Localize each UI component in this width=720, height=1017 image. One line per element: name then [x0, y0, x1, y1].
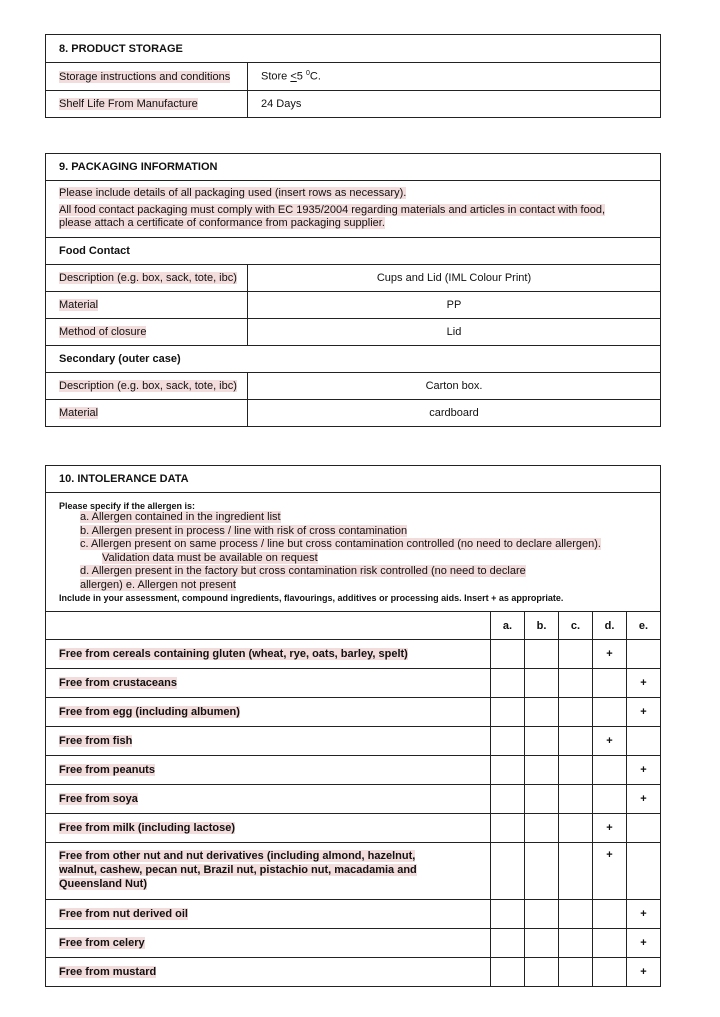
sec-description-value: Carton box.: [248, 373, 661, 400]
fc-description-label: Description (e.g. box, sack, tote, ibc): [59, 272, 237, 284]
allergen-label-cell: [46, 640, 491, 669]
allergen-label-cell: [46, 698, 491, 727]
mark-cell-e: +: [627, 698, 661, 727]
option-c: c. Allergen present on same process / line but cross contamination controlled (no need to declare allergen).: [80, 538, 601, 550]
mark-cell-c: [559, 785, 593, 814]
allergen-label: Free from peanuts: [59, 764, 155, 776]
mark-cell-b: [525, 785, 559, 814]
mark-cell-a: [491, 756, 525, 785]
option-d: d. Allergen present in the factory but cross contamination risk controlled (no need to declare: [80, 565, 526, 577]
mark-cell-a: [491, 640, 525, 669]
mark-cell-e: +: [627, 900, 661, 929]
table-row: [46, 756, 661, 785]
intolerance-table: [45, 465, 661, 987]
mark-cell-c: [559, 756, 593, 785]
option-b: b. Allergen present in process / line with risk of cross contamination: [80, 524, 408, 537]
mark-cell-e: +: [627, 958, 661, 987]
fc-closure-value: Lid: [248, 319, 661, 346]
mark-cell-d: [593, 929, 627, 958]
table-row: [46, 900, 661, 929]
product-storage-table: [45, 34, 661, 118]
mark-cell-e: +: [627, 756, 661, 785]
allergen-label-cell: [46, 785, 491, 814]
mark-cell-e: [627, 727, 661, 756]
mark-cell-e: [627, 843, 661, 900]
mark-cell-c: [559, 727, 593, 756]
storage-label-cell: [46, 63, 248, 91]
section-title: [46, 466, 661, 493]
allergen-rows: [46, 640, 661, 987]
mark-cell-c: [559, 640, 593, 669]
mark-cell-b: [525, 929, 559, 958]
allergen-label: Free from cereals containing gluten (wheat, rye, oats, barley, spelt): [59, 648, 408, 660]
storage-value-suffix: C.: [309, 70, 321, 83]
allergen-label-cell: [46, 814, 491, 843]
table-row: [46, 727, 661, 756]
storage-value-le: <: [290, 70, 297, 83]
packaging-table: [45, 153, 661, 427]
mark-cell-c: [559, 958, 593, 987]
fc-material-value: PP: [248, 292, 661, 319]
section-title: [46, 35, 661, 63]
mark-cell-a: [491, 843, 525, 900]
mark-cell-d: +: [593, 727, 627, 756]
fc-closure-label-cell: [46, 319, 248, 346]
packaging-title: 9. PACKAGING INFORMATION: [59, 161, 218, 173]
mark-cell-a: [491, 900, 525, 929]
storage-instructions-label: Storage instructions and conditions: [59, 70, 231, 83]
mark-cell-a: [491, 727, 525, 756]
storage-value-prefix: Store: [261, 70, 291, 83]
table-row: [46, 814, 661, 843]
allergen-label: Free from crustaceans: [59, 677, 177, 689]
table-row: [46, 669, 661, 698]
storage-value-sup: 0: [305, 70, 310, 78]
option-c-continued: Validation data must be available on request: [102, 551, 318, 564]
allergen-label-cell: [46, 669, 491, 698]
mark-cell-d: [593, 698, 627, 727]
fc-closure-label: Method of closure: [59, 326, 147, 338]
mark-cell-e: [627, 814, 661, 843]
option-a: a. Allergen contained in the ingredient list: [80, 511, 281, 523]
shelf-life-label: Shelf Life From Manufacture: [59, 98, 198, 110]
allergen-label: Free from soya: [59, 793, 138, 805]
mark-cell-c: [559, 814, 593, 843]
mark-cell-d: [593, 756, 627, 785]
allergen-label: Free from fish: [59, 735, 133, 747]
mark-cell-c: [559, 900, 593, 929]
mark-cell-e: +: [627, 785, 661, 814]
allergen-label: Free from milk (including lactose): [59, 822, 236, 834]
column-header-row: [46, 612, 661, 640]
mark-cell-e: +: [627, 929, 661, 958]
mark-cell-d: [593, 958, 627, 987]
mark-cell-e: +: [627, 669, 661, 698]
specify-text: Please specify if the allergen is:: [59, 501, 196, 511]
allergen-label-cell: [46, 900, 491, 929]
intolerance-title: 10. INTOLERANCE DATA: [59, 473, 189, 485]
secondary-heading: [46, 346, 661, 373]
mark-cell-d: [593, 900, 627, 929]
shelf-life-value: 24 Days: [248, 91, 661, 118]
allergen-label-cell: [46, 727, 491, 756]
fc-description-label-cell: [46, 265, 248, 292]
packaging-intro-3: please attach a certificate of conformance from packaging supplier.: [59, 217, 385, 230]
mark-cell-d: +: [593, 843, 627, 900]
packaging-intro-2: All food contact packaging must comply with EC 1935/2004 regarding materials and articles in contact with food,: [59, 203, 606, 216]
mark-cell-e: [627, 640, 661, 669]
allergen-label-cell: [46, 756, 491, 785]
col-header-b: b.: [525, 612, 559, 640]
col-header-c: c.: [559, 612, 593, 640]
mark-cell-d: [593, 669, 627, 698]
sec-material-label: Material: [59, 407, 99, 419]
storage-title: 8. PRODUCT STORAGE: [59, 42, 183, 55]
packaging-intro: [46, 181, 661, 238]
table-row: [46, 843, 661, 900]
mark-cell-d: +: [593, 640, 627, 669]
mark-cell-a: [491, 814, 525, 843]
allergen-label-cell: [46, 929, 491, 958]
mark-cell-a: [491, 669, 525, 698]
mark-cell-a: [491, 785, 525, 814]
col-header-d: d.: [593, 612, 627, 640]
storage-value-cell: [248, 63, 661, 91]
allergen-label: Free from other nut and nut derivatives (including almond, hazelnut, walnut, cashew, pecan nut, Brazil nut, pistachio nut, macadamia and Queensland Nut): [59, 850, 417, 890]
storage-value-num: 5: [296, 70, 306, 83]
mark-cell-c: [559, 929, 593, 958]
intolerance-instructions: [46, 493, 661, 612]
allergen-label: Free from egg (including albumen): [59, 706, 240, 718]
secondary-title: Secondary (outer case): [59, 353, 181, 365]
mark-cell-d: +: [593, 814, 627, 843]
mark-cell-b: [525, 843, 559, 900]
mark-cell-b: [525, 669, 559, 698]
mark-cell-b: [525, 698, 559, 727]
mark-cell-b: [525, 900, 559, 929]
sec-description-label-cell: [46, 373, 248, 400]
shelf-life-label-cell: [46, 91, 248, 118]
sec-material-value: cardboard: [248, 400, 661, 427]
allergen-label: Free from celery: [59, 937, 145, 949]
food-contact-title: Food Contact: [59, 245, 130, 257]
mark-cell-c: [559, 698, 593, 727]
allergen-label-cell: [46, 843, 491, 900]
section-title: [46, 154, 661, 181]
mark-cell-a: [491, 698, 525, 727]
mark-cell-b: [525, 640, 559, 669]
packaging-intro-1: Please include details of all packaging used (insert rows as necessary).: [59, 187, 407, 200]
table-row: [46, 640, 661, 669]
col-header-e: e.: [627, 612, 661, 640]
allergen-label: Free from nut derived oil: [59, 908, 188, 920]
mark-cell-b: [525, 756, 559, 785]
allergen-label-cell: [46, 958, 491, 987]
mark-cell-c: [559, 669, 593, 698]
allergen-label: Free from mustard: [59, 966, 157, 978]
sec-material-label-cell: [46, 400, 248, 427]
table-row: [46, 698, 661, 727]
table-row: [46, 785, 661, 814]
table-row: [46, 929, 661, 958]
mark-cell-b: [525, 814, 559, 843]
mark-cell-b: [525, 958, 559, 987]
option-d-continued: allergen) e. Allergen not present: [80, 578, 236, 591]
mark-cell-a: [491, 958, 525, 987]
mark-cell-d: [593, 785, 627, 814]
food-contact-heading: [46, 238, 661, 265]
table-row: [46, 958, 661, 987]
fc-material-label-cell: [46, 292, 248, 319]
blank-header-cell: [46, 612, 491, 640]
fc-description-value: Cups and Lid (IML Colour Print): [248, 265, 661, 292]
mark-cell-c: [559, 843, 593, 900]
col-header-a: a.: [491, 612, 525, 640]
mark-cell-a: [491, 929, 525, 958]
include-note: Include in your assessment, compound ingredients, flavourings, additives or processing aids. Insert + as appropriate.: [59, 593, 564, 603]
mark-cell-b: [525, 727, 559, 756]
sec-description-label: Description (e.g. box, sack, tote, ibc): [59, 380, 237, 392]
fc-material-label: Material: [59, 299, 99, 311]
